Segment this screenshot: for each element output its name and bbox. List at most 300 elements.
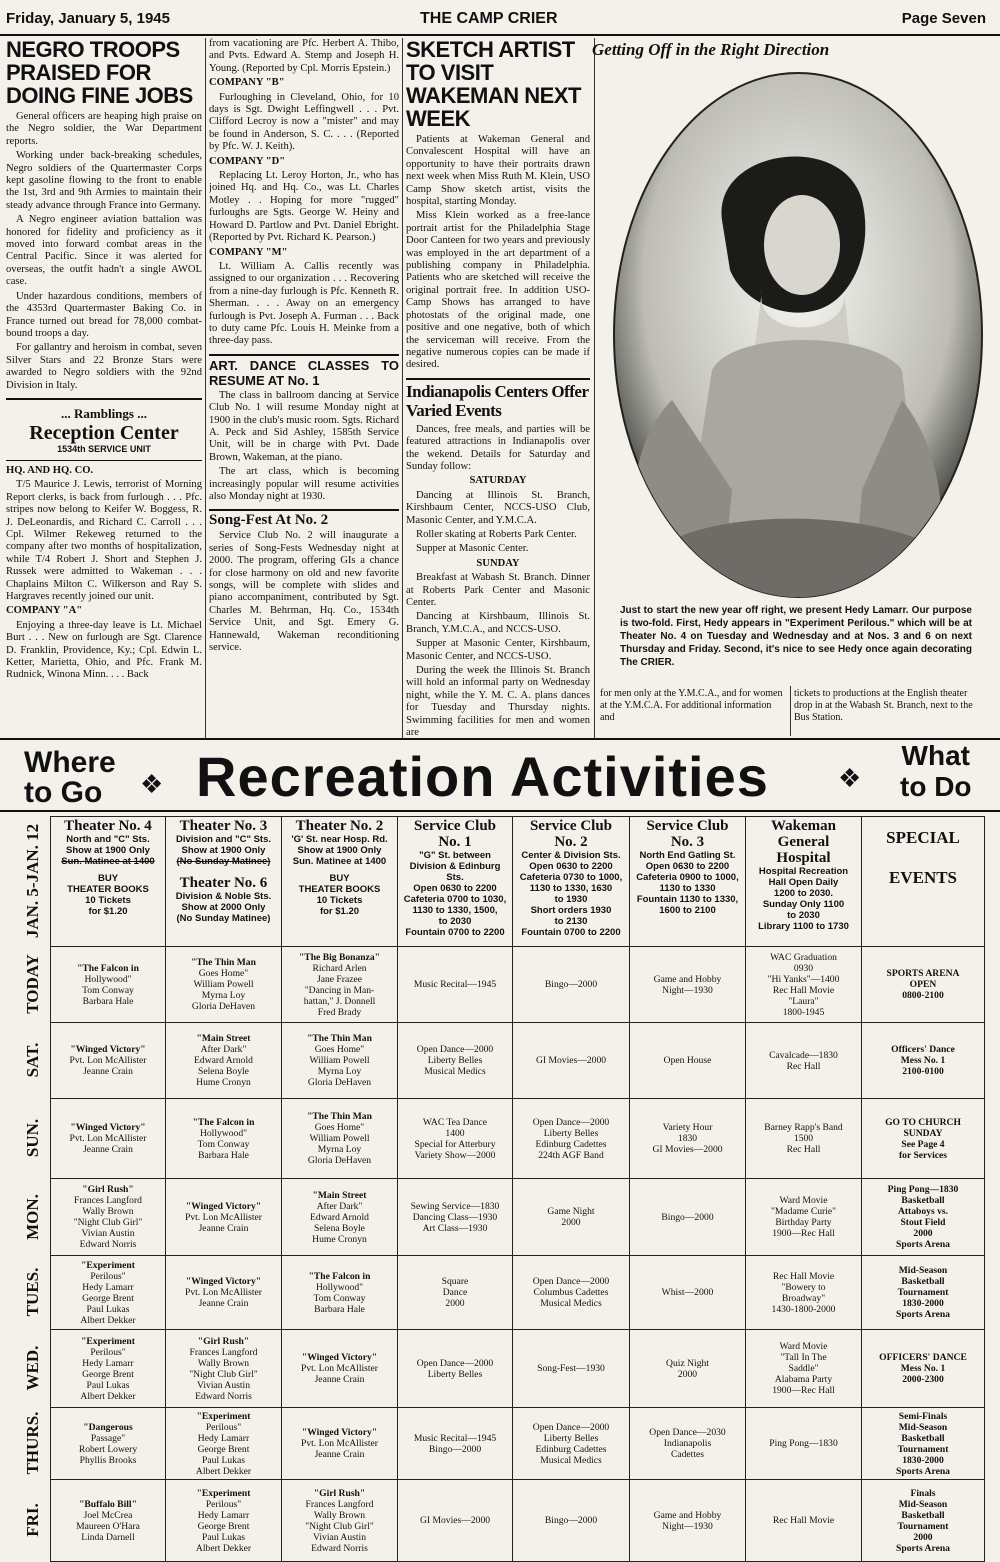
service-club-2-header: [513, 817, 630, 947]
schedule-entry-line: Bingo—2000: [428, 1443, 482, 1455]
schedule-entry-line: Tournament: [897, 1443, 949, 1455]
schedule-entry-line: for Services: [898, 1149, 948, 1161]
schedule-entry-line: Edward Arnold: [310, 1211, 369, 1223]
schedule-entry-line: Edward Norris: [79, 1239, 137, 1250]
schedule-entry-line: "The Thin Man: [307, 1111, 372, 1122]
special-events-cell: [862, 1256, 985, 1330]
special-events-cell: [862, 1408, 985, 1480]
schedule-entry-line: 2000: [561, 1217, 581, 1228]
schedule-entry-line: Edinburg Cadettes: [535, 1138, 607, 1150]
schedule-entry-line: 1830: [677, 1133, 698, 1144]
article-paragraph: Lt. William A. Callis recently was assigned to our organization . . . Recovering from a nine-day furlough is Pfc. Kenneth R. Sherman. . . . Away on an emergency furlough is Pvt. Joseph A. Furman . . . Back to duty came Pfc. Louis H. Meinke from a three-day pass.: [209, 260, 399, 347]
schedule-entry-line: William Powell: [309, 1133, 370, 1144]
day-label-text: TUES.: [23, 1267, 42, 1317]
page-header: [0, 0, 1000, 36]
schedule-entry-line: Sports Arena: [896, 1309, 950, 1320]
schedule-entry-line: Fred Brady: [317, 1006, 362, 1018]
theater-4-show: Show at 1900 Only: [66, 845, 150, 856]
theater-3-6-cell: [166, 1256, 282, 1330]
schedule-entry-line: "The Falcon in: [77, 962, 139, 974]
theater-3-6-cell: [166, 1330, 282, 1408]
section-heading: HQ. AND HQ. CO.: [6, 464, 94, 476]
schedule-entry-line: Robert Lowery: [78, 1443, 138, 1455]
page-number: Page Seven: [901, 10, 986, 27]
wakeman-hospital-cell: [746, 1179, 862, 1256]
schedule-entry-line: Barbara Hale: [198, 1149, 249, 1161]
schedule-entry-line: Hume Cronyn: [312, 1233, 367, 1245]
buy-books-notice: [284, 873, 395, 917]
theater-3-6-cell: [166, 1179, 282, 1256]
theater-4-location: North and "C" Sts.: [66, 834, 150, 845]
service-club-1-hours: Fountain 0700 to 2200: [405, 927, 505, 938]
schedule-entry-line: Goes Home": [314, 1122, 365, 1133]
schedule-entry-line: 2000-2300: [902, 1374, 944, 1385]
service-club-2-cell: [513, 1256, 630, 1330]
schedule-entry-line: Vivian Austin: [81, 1228, 135, 1239]
schedule-entry-line: "Main Street: [312, 1189, 367, 1201]
banner-where: Where: [24, 746, 116, 779]
schedule-entry-line: Ward Movie: [779, 1195, 828, 1206]
schedule-entry-line: Selena Boyle: [314, 1222, 365, 1234]
schedule-entry-line: GI Movies—2000: [652, 1144, 723, 1155]
wakeman-hours: to 2030: [787, 910, 820, 921]
section-heading: COMPANY "A": [6, 605, 83, 617]
schedule-entry-line: Linda Darnell: [81, 1531, 135, 1543]
service-club-2-hours: 1130 to 1330, 1630: [529, 883, 613, 894]
special-events-cell: [862, 1330, 985, 1408]
schedule-entry-line: George Brent: [197, 1520, 250, 1532]
day-label: [18, 1329, 48, 1407]
schedule-entry-line: 1830-2000: [902, 1298, 944, 1309]
service-club-2-cell: [513, 947, 630, 1023]
day-label: [18, 946, 48, 1022]
schedule-entry-line: Semi-Finals: [898, 1410, 948, 1422]
special-events-header: [862, 817, 985, 947]
service-club-3-location: North End Gatling St.: [639, 850, 736, 861]
service-club-2-cell: [513, 1480, 630, 1562]
wakeman-hospital-cell: [746, 1256, 862, 1330]
wakeman-hours: 1200 to 2030.: [773, 888, 834, 899]
theater-4-cell: [51, 1023, 166, 1099]
schedule-entry-line: After Dark": [316, 1200, 363, 1212]
service-club-3-cell: [630, 947, 746, 1023]
schedule-entry-line: Mess No. 1: [900, 1363, 946, 1374]
schedule-entry-line: Rec Hall Movie: [772, 984, 835, 996]
theater-2-name: Theater No. 2: [295, 818, 384, 834]
service-club-3-cell: [630, 1408, 746, 1480]
photo-headline: Getting Off in the Right Direction: [592, 40, 830, 59]
schedule-entry-line: Game and Hobby: [653, 973, 722, 985]
schedule-entry-line: Jeanne Crain: [314, 1374, 365, 1385]
special-events-cell: [862, 1099, 985, 1179]
day-label: [18, 1479, 48, 1561]
schedule-entry-line: "Winged Victory": [185, 1276, 262, 1287]
article-paragraph: Supper at Masonic Center.: [416, 543, 529, 555]
schedule-entry-line: OPEN: [909, 979, 937, 990]
divider: [6, 460, 202, 461]
wakeman-name: General: [777, 834, 830, 850]
schedule-entry-line: WAC Tea Dance: [422, 1116, 488, 1128]
schedule-entry-line: Open Dance—2030: [649, 1427, 726, 1438]
buy-books-notice: [53, 873, 163, 917]
article-paragraph: Furloughing in Cleveland, Ohio, for 10 days is Sgt. Dwight Leffingwell . . . Pvt. Clifford Lecroy is now a "mister" and may be found in Anderson, S. C. . . . (Reported by Pfc. W. J. Keith).: [209, 91, 399, 153]
theater-2-cell: [282, 1256, 398, 1330]
article-paragraph: Dances, free meals, and parties will be featured attractions in Indianapolis over the wekend. Details for Saturday and Sunday follow:: [406, 423, 590, 472]
special-label: SPECIAL: [886, 828, 960, 847]
schedule-entry-line: Frances Langford: [189, 1346, 258, 1358]
service-club-2-hours: to 1930: [554, 894, 588, 905]
schedule-entry-line: Open Dance—2000: [416, 1357, 494, 1369]
wakeman-hospital-cell: [746, 1408, 862, 1480]
wakeman-hospital-cell: [746, 1023, 862, 1099]
schedule-entry-line: Vivian Austin: [313, 1531, 366, 1543]
divider: [209, 509, 399, 511]
headline-sketch-artist: SKETCH ARTIST TO VISIT WAKEMAN NEXT WEEK: [406, 38, 581, 131]
article-paragraph: Roller skating at Roberts Park Center.: [416, 528, 577, 540]
special-events-cell: [862, 1023, 985, 1099]
schedule-entry-line: Wally Brown: [197, 1357, 250, 1369]
banner-what-to-do: [900, 740, 972, 802]
schedule-entry-line: 2000: [445, 1298, 465, 1309]
service-club-2-cell: [513, 1023, 630, 1099]
schedule-entry-line: Song-Fest—1930: [537, 1363, 605, 1374]
schedule-entry-line: 2000: [913, 1228, 933, 1239]
schedule-entry-line: Sewing Service—1830: [410, 1200, 500, 1212]
schedule-entry-line: William Powell: [309, 1055, 370, 1066]
schedule-entry-line: Edward Norris: [311, 1542, 368, 1554]
schedule-entry-line: Broadway": [781, 1292, 826, 1304]
service-club-3-name: Service Club: [646, 818, 729, 834]
schedule-entry-line: Jeanne Crain: [314, 1449, 365, 1460]
schedule-entry-line: Basketball: [901, 1195, 945, 1206]
banner-to-go: to Go: [24, 776, 103, 809]
article-paragraph: For gallantry and heroism in combat, seven Silver Stars and 22 Bronze Stars were awarded to Negro soldiers with the 92nd Division in Italy.: [6, 342, 202, 391]
banner-what: What: [901, 740, 970, 771]
schedule-entry-line: Cavalcade—1830: [769, 1049, 838, 1061]
schedule-entry-line: Bingo—2000: [544, 979, 598, 990]
schedule-entry-line: Musical Medics: [540, 1454, 602, 1466]
special-events-cell: [862, 1480, 985, 1562]
schedule-entry-line: Joel McCrea: [83, 1509, 133, 1521]
headline-art-dance: ART. DANCE CLASSES TO RESUME AT No. 1: [209, 357, 399, 388]
service-club-3-hours: 1130 to 1330: [659, 883, 716, 894]
schedule-entry-line: "Girl Rush": [82, 1184, 134, 1195]
schedule-entry-line: hattan," J. Donnell: [303, 995, 376, 1007]
wakeman-name: Hospital: [776, 850, 831, 866]
schedule-entry-line: Tom Conway: [313, 1292, 366, 1304]
banner-recreation-activities: Recreation Activities: [196, 745, 769, 808]
banner-to-do: to Do: [900, 771, 972, 802]
schedule-entry-line: Night—1930: [662, 984, 713, 996]
schedule-entry-line: Bingo—2000: [661, 1211, 714, 1223]
schedule-entry-line: GI Movies—2000: [419, 1515, 491, 1526]
photo-caption: Just to start the new year off right, we present Hedy Lamarr. Our purpose is two-fold. First, Hedy appears in "Experiment Perilous." which will be at Theater No. 4 on Tuesday and Wednesday and at Nos. 3 and 6 on next Thursday and Friday. Second, it's nice to see Hedy once again decorating The CRIER.: [620, 605, 972, 668]
day-label-text: TODAY: [23, 954, 42, 1014]
theater-4-cell: [51, 1480, 166, 1562]
service-club-1-cell: [398, 1179, 513, 1256]
buy-label: THEATER BOOKS: [298, 884, 381, 895]
schedule-entry-line: Wally Brown: [313, 1509, 366, 1521]
schedule-entry-line: Liberty Belles: [543, 1127, 599, 1139]
wakeman-hospital-header: [746, 817, 862, 947]
wakeman-hours: Hall Open Daily: [768, 877, 839, 888]
schedule-entry-line: GO TO CHURCH: [885, 1116, 961, 1128]
service-club-3-cell: [630, 1480, 746, 1562]
service-club-2-cell: [513, 1330, 630, 1408]
schedule-entry-line: "Dancing in Man-: [304, 984, 375, 996]
ramblings-label: ... Ramblings ...: [61, 405, 147, 421]
schedule-entry-line: Rec Hall Movie: [772, 1270, 835, 1282]
schedule-entry-line: "Experiment: [81, 1335, 135, 1347]
buy-label: 10 Tickets: [85, 895, 131, 906]
theater-2-cell: [282, 1330, 398, 1408]
reception-center-title: Reception Center: [29, 421, 179, 444]
theater-6-matinee: (No Sunday Matinee): [176, 913, 271, 924]
service-unit-label: 1534th SERVICE UNIT: [57, 443, 151, 454]
schedule-entry-line: Hollywood": [315, 1281, 364, 1293]
schedule-entry-line: Paul Lukas: [202, 1531, 245, 1543]
schedule-entry-line: Albert Dekker: [80, 1390, 136, 1402]
schedule-entry-line: Alabama Party: [774, 1374, 833, 1385]
schedule-entry-line: Ping Pong—1830: [887, 1184, 959, 1195]
schedule-row: [51, 1480, 985, 1562]
service-club-1-cell: [398, 1480, 513, 1562]
headline-song-fest: Song-Fest At No. 2: [209, 512, 329, 529]
issue-date: Friday, January 5, 1945: [6, 10, 170, 27]
schedule-entry-line: GI Movies—2000: [535, 1055, 607, 1066]
article-paragraph: Breakfast at Wabash St. Branch. Dinner at Roberts Park Center and Masonic Center.: [406, 572, 590, 608]
schedule-entry-line: "Night Club Girl": [73, 1217, 143, 1228]
schedule-entry-line: 1430-1800-2000: [771, 1303, 836, 1315]
divider: [209, 354, 399, 356]
schedule-entry-line: "Dangerous: [83, 1421, 133, 1433]
schedule-row: [51, 1408, 985, 1480]
schedule-entry-line: Gloria DeHaven: [307, 1155, 372, 1166]
schedule-entry-line: Jeanne Crain: [198, 1222, 249, 1234]
schedule-entry-line: "Tall In The: [780, 1352, 827, 1363]
service-club-2-hours: Cafeteria 0730 to 1000,: [519, 872, 623, 883]
schedule-entry-line: Tom Conway: [82, 984, 134, 996]
schedule-entry-line: Vivian Austin: [197, 1379, 250, 1391]
schedule-entry-line: "Girl Rush": [197, 1335, 250, 1347]
day-label-text: SAT.: [23, 1042, 42, 1078]
schedule-entry-line: Stout Field: [900, 1217, 946, 1228]
article-paragraph: The class in ballroom dancing at Service Club No. 1 will resume Monday night at 1900 in the club's music room. Sgts. Richard A. Peck and Sid Ashley, 1585th Service Unit, will be in charge with Pvt. Dade Brown, Wakeman, at the piano.: [209, 389, 399, 463]
theater-6-location: Division & Noble Sts.: [175, 891, 272, 902]
schedule-entry-line: Myrna Loy: [317, 1144, 362, 1155]
schedule-entry-line: Rec Hall: [786, 1060, 821, 1072]
service-club-2-hours: to 2130: [554, 916, 588, 927]
schedule-entry-line: Liberty Belles: [543, 1432, 599, 1444]
schedule-entry-line: Goes Home": [198, 968, 249, 979]
headline-negro-troops: NEGRO TROOPS PRAISED FOR DOING FINE JOBS: [6, 38, 193, 108]
schedule-entry-line: 1800-1945: [782, 1006, 825, 1018]
schedule-entry-line: Pvt. Lon McAllister: [184, 1287, 262, 1298]
day-label: [18, 1178, 48, 1255]
schedule-entry-line: George Brent: [197, 1443, 250, 1455]
schedule-entry-line: Hedy Lamarr: [197, 1509, 250, 1521]
service-club-1-header: [398, 817, 513, 947]
schedule-entry-line: Goes Home": [314, 1044, 365, 1055]
schedule-entry-line: "The Big Bonanza": [298, 951, 381, 963]
schedule-entry-line: Open Dance—2000: [532, 1276, 610, 1287]
schedule-entry-line: Night—1930: [662, 1520, 713, 1532]
buy-label: THEATER BOOKS: [67, 884, 149, 895]
theater-2-show: Show at 1900 Only: [297, 845, 382, 856]
schedule-entry-line: Frances Langford: [74, 1195, 142, 1206]
service-club-2-hours: Fountain 0700 to 2200: [521, 927, 621, 938]
schedule-entry-line: "Bowery to: [781, 1281, 826, 1293]
divider: [6, 398, 202, 400]
schedule-entry-line: Paul Lukas: [86, 1379, 130, 1391]
schedule-entry-line: Perilous": [205, 1421, 242, 1433]
service-club-1-hours: 1130 to 1330, 1500,: [412, 905, 498, 916]
schedule-entry-line: "Winged Victory": [185, 1200, 262, 1212]
schedule-entry-line: Jeanne Crain: [83, 1066, 133, 1077]
section-heading: COMPANY "B": [209, 77, 285, 89]
schedule-entry-line: "The Falcon in: [192, 1116, 255, 1128]
schedule-entry-line: Bingo—2000: [544, 1515, 598, 1526]
service-club-2-hours: Open 0630 to 2200: [529, 861, 613, 872]
theater-4-name: Theater No. 4: [64, 818, 152, 834]
schedule-entry-line: 1400: [445, 1127, 465, 1139]
theater-3-6-cell: [166, 1099, 282, 1179]
schedule-entry-line: Barbara Hale: [314, 1303, 365, 1315]
schedule-entry-line: "The Thin Man: [191, 957, 256, 968]
schedule-row: [51, 1330, 985, 1408]
day-label-text: THURS.: [23, 1411, 42, 1475]
service-club-3-hours: Open 0630 to 2200: [645, 861, 730, 872]
schedule-entry-line: Art Class—1930: [422, 1222, 488, 1234]
schedule-entry-line: Open House: [663, 1055, 712, 1066]
schedule-entry-line: WAC Graduation: [770, 951, 837, 963]
schedule-entry-line: Officers' Dance: [891, 1044, 955, 1055]
service-club-2-cell: [513, 1099, 630, 1179]
schedule-entry-line: Attaboys vs.: [897, 1206, 949, 1217]
schedule-entry-line: Basketball: [901, 1509, 945, 1521]
divider: [0, 810, 1000, 812]
schedule-entry-line: Paul Lukas: [86, 1303, 130, 1315]
day-label-text: WED.: [23, 1345, 42, 1391]
theater-6-name: Theater No. 6: [179, 875, 268, 891]
special-events-cell: [862, 947, 985, 1023]
column-3: [406, 38, 590, 738]
buy-label: BUY: [97, 873, 119, 884]
schedule-entry-line: Perilous": [90, 1270, 126, 1282]
schedule-entry-line: Albert Dekker: [195, 1465, 252, 1477]
service-club-3-cell: [630, 1023, 746, 1099]
schedule-entry-line: Music Recital—1945: [413, 979, 497, 990]
schedule-entry-line: Musical Medics: [424, 1066, 486, 1077]
wakeman-hospital-cell: [746, 1099, 862, 1179]
newspaper-name: THE CAMP CRIER: [420, 10, 558, 27]
schedule-header-row: [51, 817, 985, 947]
schedule-entry-line: Dancing Class—1930: [412, 1211, 498, 1223]
schedule-entry-line: "Night Club Girl": [189, 1368, 258, 1380]
theater-4-cell: [51, 947, 166, 1023]
service-club-1-number: No. 1: [438, 834, 472, 850]
schedule-entry-line: Cadettes: [670, 1449, 705, 1460]
schedule-entry-line: SUNDAY: [903, 1127, 943, 1139]
schedule-entry-line: Dance: [442, 1287, 468, 1298]
theater-3-6-cell: [166, 1408, 282, 1480]
schedule-entry-line: "Winged Victory": [301, 1352, 378, 1363]
article-paragraph: Miss Klein worked as a free-lance portrait artist for the Philadelphia Stage Door Canteen for two years and previously was employed in the art department of a publishing company in Philadelphia. Patients who are sketched will receive the original portrait free. In addition USO-Camp Shows has arranged to have photostats of the original made, one positive and one negative, both of which the serviceman will receive. From the negative numerous copies can be made if desired.: [406, 210, 590, 371]
service-club-1-cell: [398, 1408, 513, 1480]
schedule-entry-line: Basketball: [901, 1432, 945, 1444]
schedule-entry-line: Mid-Season: [898, 1265, 948, 1276]
schedule-entry-line: Hollywood": [199, 1127, 248, 1139]
schedule-entry-line: Sports Arena: [896, 1465, 950, 1477]
schedule-entry-line: 224th AGF Band: [538, 1149, 604, 1161]
schedule-entry-line: Special for Atterbury: [414, 1138, 496, 1150]
schedule-entry-line: Finals: [910, 1487, 936, 1499]
service-club-2-name: Service Club: [529, 818, 613, 834]
theater-4-cell: [51, 1256, 166, 1330]
service-club-2-cell: [513, 1179, 630, 1256]
schedule-entry-line: Pvt. Lon McAllister: [300, 1438, 378, 1449]
schedule-entry-line: Columbus Cadettes: [533, 1287, 609, 1298]
schedule-entry-line: Passage": [90, 1432, 126, 1444]
schedule-entry-line: Pvt. Lon McAllister: [300, 1363, 378, 1374]
schedule-entry-line: See Page 4: [901, 1138, 945, 1150]
article-paragraph: The art class, which is becoming increasingly popular will resume activities also Monday night at 1930.: [209, 466, 399, 502]
schedule-entry-line: SPORTS ARENA: [886, 968, 960, 979]
service-club-3-hours: Cafeteria 0900 to 1000,: [636, 872, 739, 883]
theater-2-header: [282, 817, 398, 947]
schedule-entry-line: Gloria DeHaven: [307, 1077, 372, 1088]
column-1: [6, 38, 202, 738]
schedule-entry-line: "Buffalo Bill": [79, 1498, 137, 1510]
schedule-entry-line: 0930: [793, 962, 814, 974]
schedule-entry-line: Mess No. 1: [900, 1055, 946, 1066]
schedule-entry-line: Variety Show—2000: [414, 1149, 496, 1161]
wakeman-hours: Library 1100 to 1730: [758, 921, 849, 932]
theater-4-matinee: Sun. Matinee at 1400: [61, 856, 155, 867]
schedule-entry-line: Jane Frazee: [316, 973, 362, 985]
schedule-entry-line: Pvt. Lon McAllister: [69, 1055, 147, 1066]
day-label: [18, 1098, 48, 1178]
service-club-2-location: Center & Division Sts.: [521, 850, 621, 861]
schedule-entry-line: Selena Boyle: [198, 1066, 249, 1077]
schedule-entry-line: Sports Arena: [896, 1542, 950, 1554]
wakeman-hospital-cell: [746, 1480, 862, 1562]
buy-label: for $1.20: [88, 906, 128, 917]
theater-3-6-cell: [166, 1480, 282, 1562]
service-club-1-cell: [398, 1330, 513, 1408]
schedule-entry-line: Frances Langford: [305, 1498, 374, 1510]
schedule-entry-line: Square: [441, 1276, 469, 1287]
theater-4-cell: [51, 1408, 166, 1480]
buy-label: 10 Tickets: [316, 895, 363, 906]
service-club-1-cell: [398, 1099, 513, 1179]
schedule-entry-line: Basketball: [901, 1276, 945, 1287]
service-club-3-hours: 1600 to 2100: [659, 905, 716, 916]
headline-indianapolis: Indianapolis Centers Offer Varied Events: [406, 381, 589, 420]
schedule-entry-line: Perilous": [205, 1498, 242, 1510]
article-paragraph: Patients at Wakeman General and Convalescent Hospital will have an opportunity to have their portraits drawn next week when Miss Ruth M. Klein, USO Camp Show sketch artist, visits the hospital, starting Monday.: [406, 134, 590, 208]
service-club-3-cell: [630, 1179, 746, 1256]
schedule-entry-line: Liberty Belles: [427, 1368, 483, 1380]
banner-where-to-go: [24, 748, 116, 808]
service-club-3-cell: [630, 1256, 746, 1330]
article-paragraph: Under hazardous conditions, members of the 4353rd Quartermaster Baking Co. in France turned out bread for 78,000 combat-bound troops a day.: [6, 290, 202, 339]
special-events-cell: [862, 1179, 985, 1256]
column-rule: [205, 38, 206, 738]
schedule-entry-line: Tournament: [897, 1287, 949, 1298]
article-paragraph: Dancing at Kirshbaum, Illinois St. Branch, Y.M.C.A., and NCCS-USO.: [406, 611, 590, 635]
theater-3-name: Theater No. 3: [179, 818, 268, 834]
